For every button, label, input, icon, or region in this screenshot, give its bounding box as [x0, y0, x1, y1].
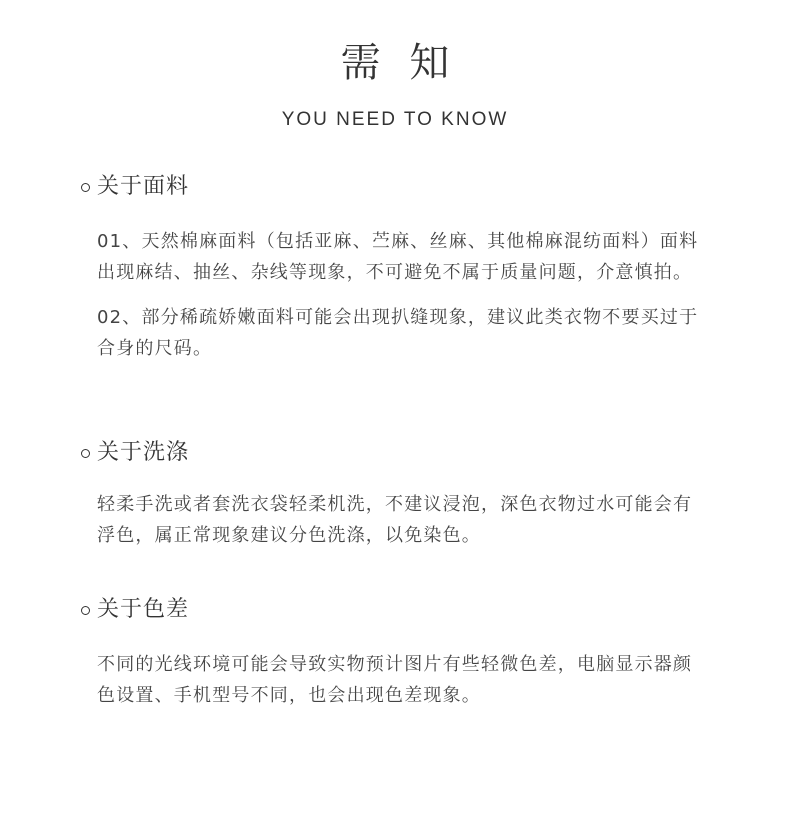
section-color-difference	[78, 595, 718, 711]
section-header	[78, 595, 718, 625]
section-title: 关于洗涤	[97, 440, 190, 465]
paragraph: 01、天然棉麻面料（包括亚麻、苎麻、丝麻、其他棉麻混纺面料）面料出现麻结、抽丝、杂线等现象，不可避免不属于质量问题，介意慎拍。	[97, 231, 699, 283]
section-header	[78, 172, 718, 202]
circle-bullet-icon	[81, 449, 90, 458]
circle-bullet-icon	[81, 606, 90, 615]
section-washing	[78, 438, 718, 551]
page-subtitle: YOU NEED TO KNOW	[281, 109, 509, 130]
paragraph: 轻柔手洗或者套洗衣袋轻柔机洗，不建议浸泡，深色衣物过水可能会有浮色，属正常现象建议分色洗涤，以免染色。	[97, 494, 693, 546]
section-title: 关于色差	[97, 597, 190, 622]
paragraph: 02、部分稀疏娇嫩面料可能会出现扒缝现象，建议此类衣物不要买过于合身的尺码。	[97, 307, 699, 359]
paragraph: 不同的光线环境可能会导致实物预计图片有些轻微色差，电脑显示器颜色设置、手机型号不同，也会出现色差现象。	[97, 654, 693, 706]
section-header	[78, 438, 718, 468]
circle-bullet-icon	[81, 183, 90, 192]
page-title: 需 知	[340, 40, 458, 86]
section-fabric	[78, 172, 718, 364]
section-title: 关于面料	[97, 174, 190, 199]
